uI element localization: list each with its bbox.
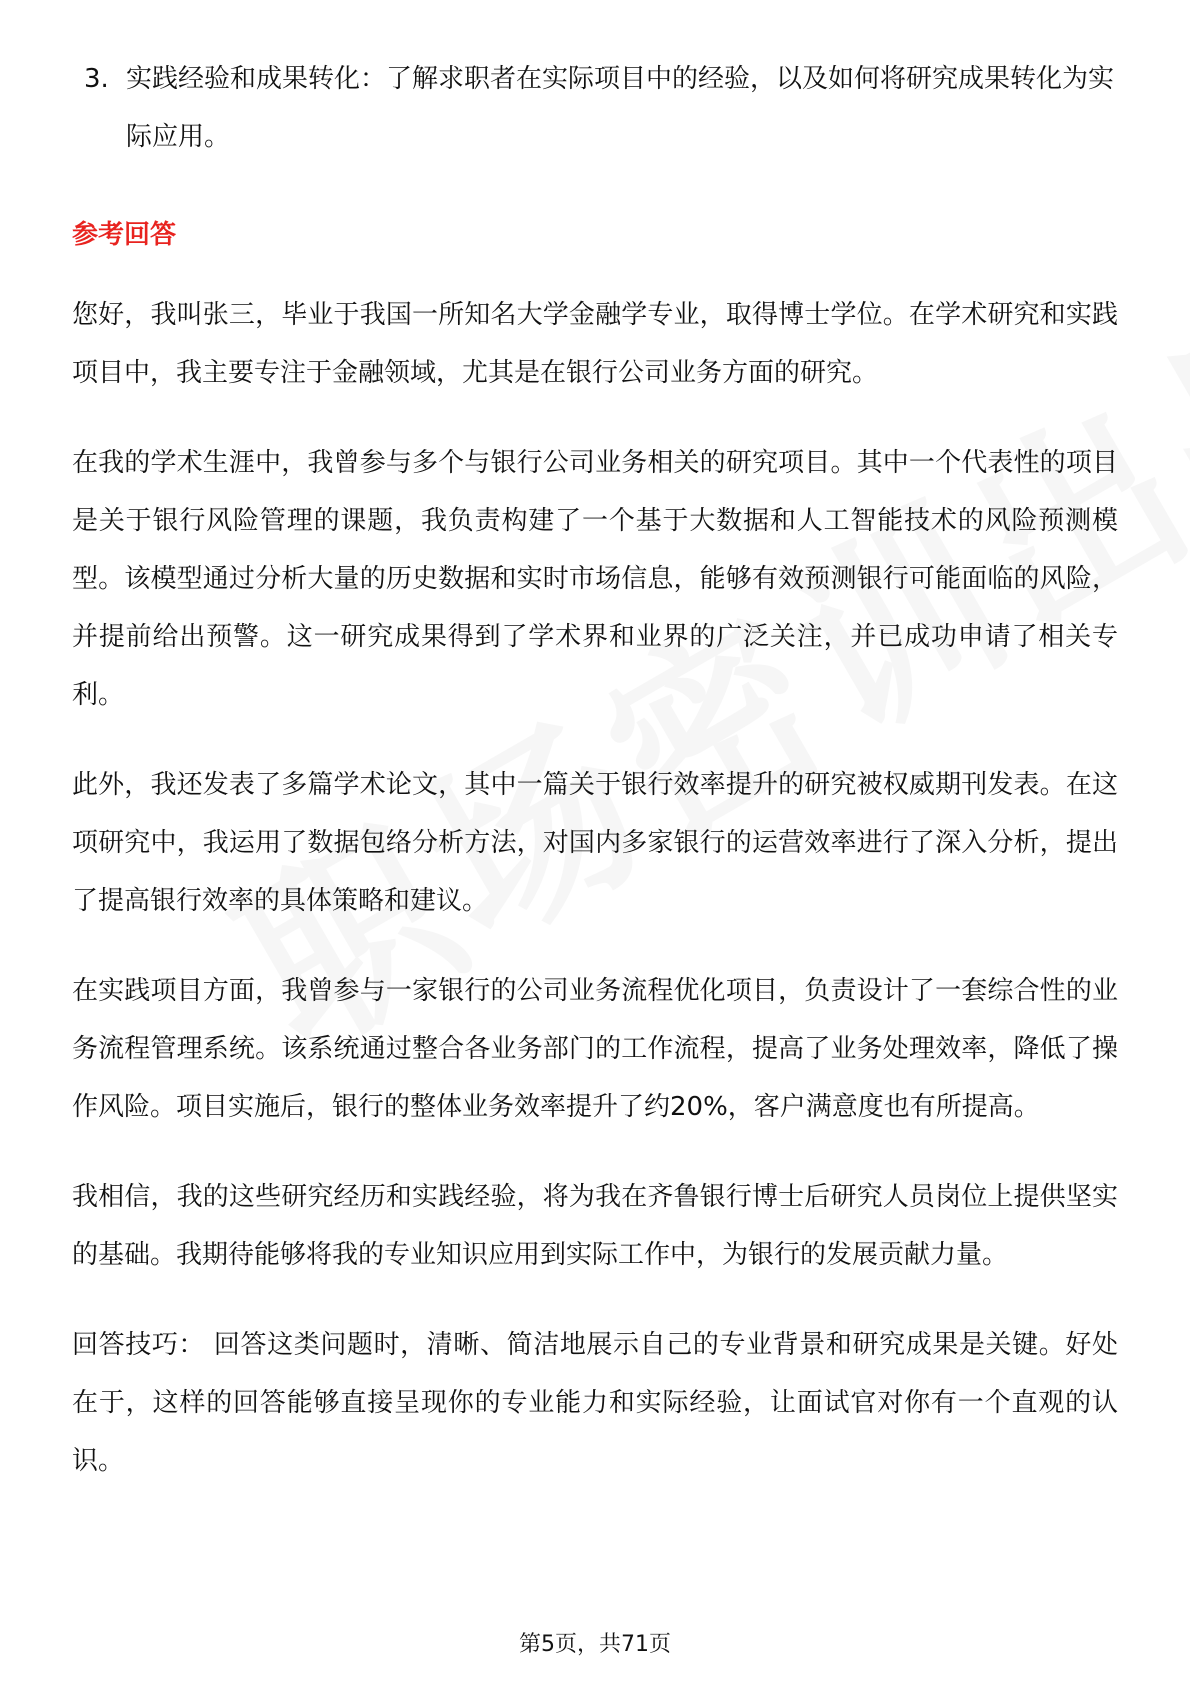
list-item-3 — [72, 50, 1118, 166]
paragraph-research-project: 在我的学术生涯中，我曾参与多个与银行公司业务相关的研究项目。其中一个代表性的项目是关于银行风险管理的课题，我负责构建了一个基于大数据和人工智能技术的风险预测模型。该模型通过分析大量的历史数据和实时市场信息，能够有效预测银行可能面临的风险，并提前给出预警。这一研究成果得到了学术界和业界的广泛关注，并已成功申请了相关专利。 — [72, 448, 1118, 710]
paragraph-practice-project: 在实践项目方面，我曾参与一家银行的公司业务流程优化项目，负责设计了一套综合性的业务流程管理系统。该系统通过整合各业务部门的工作流程，提高了业务处理效率，降低了操作风险。项目实施后，银行的整体业务效率提升了约20%，客户满意度也有所提高。 — [72, 976, 1118, 1122]
paragraph-answer-tips: 回答技巧： 回答这类问题时，清晰、简洁地展示自己的专业背景和研究成果是关键。好处在于，这样的回答能够直接呈现你的专业能力和实际经验，让面试官对你有一个直观的认识。 — [72, 1330, 1118, 1476]
page-content — [72, 50, 1118, 1522]
paragraph-intro: 您好，我叫张三，毕业于我国一所知名大学金融学专业，取得博士学位。在学术研究和实践项目中，我主要专注于金融领域，尤其是在银行公司业务方面的研究。 — [72, 300, 1118, 388]
list-item-number: 3. — [84, 64, 109, 94]
paragraph-closing: 我相信，我的这些研究经历和实践经验，将为我在齐鲁银行博士后研究人员岗位上提供坚实的基础。我期待能够将我的专业知识应用到实际工作中，为银行的发展贡献力量。 — [72, 1182, 1118, 1270]
page-number-footer: 第5页，共71页 — [519, 1632, 671, 1657]
answer-heading: 参考回答 — [72, 220, 177, 250]
paragraph-publications: 此外，我还发表了多篇学术论文，其中一篇关于银行效率提升的研究被权威期刊发表。在这项研究中，我运用了数据包络分析方法，对国内多家银行的运营效率进行了深入分析，提出了提高银行效率的具体策略和建议。 — [72, 770, 1118, 916]
list-item-text: 实践经验和成果转化：了解求职者在实际项目中的经验，以及如何将研究成果转化为实际应用。 — [126, 64, 1115, 152]
